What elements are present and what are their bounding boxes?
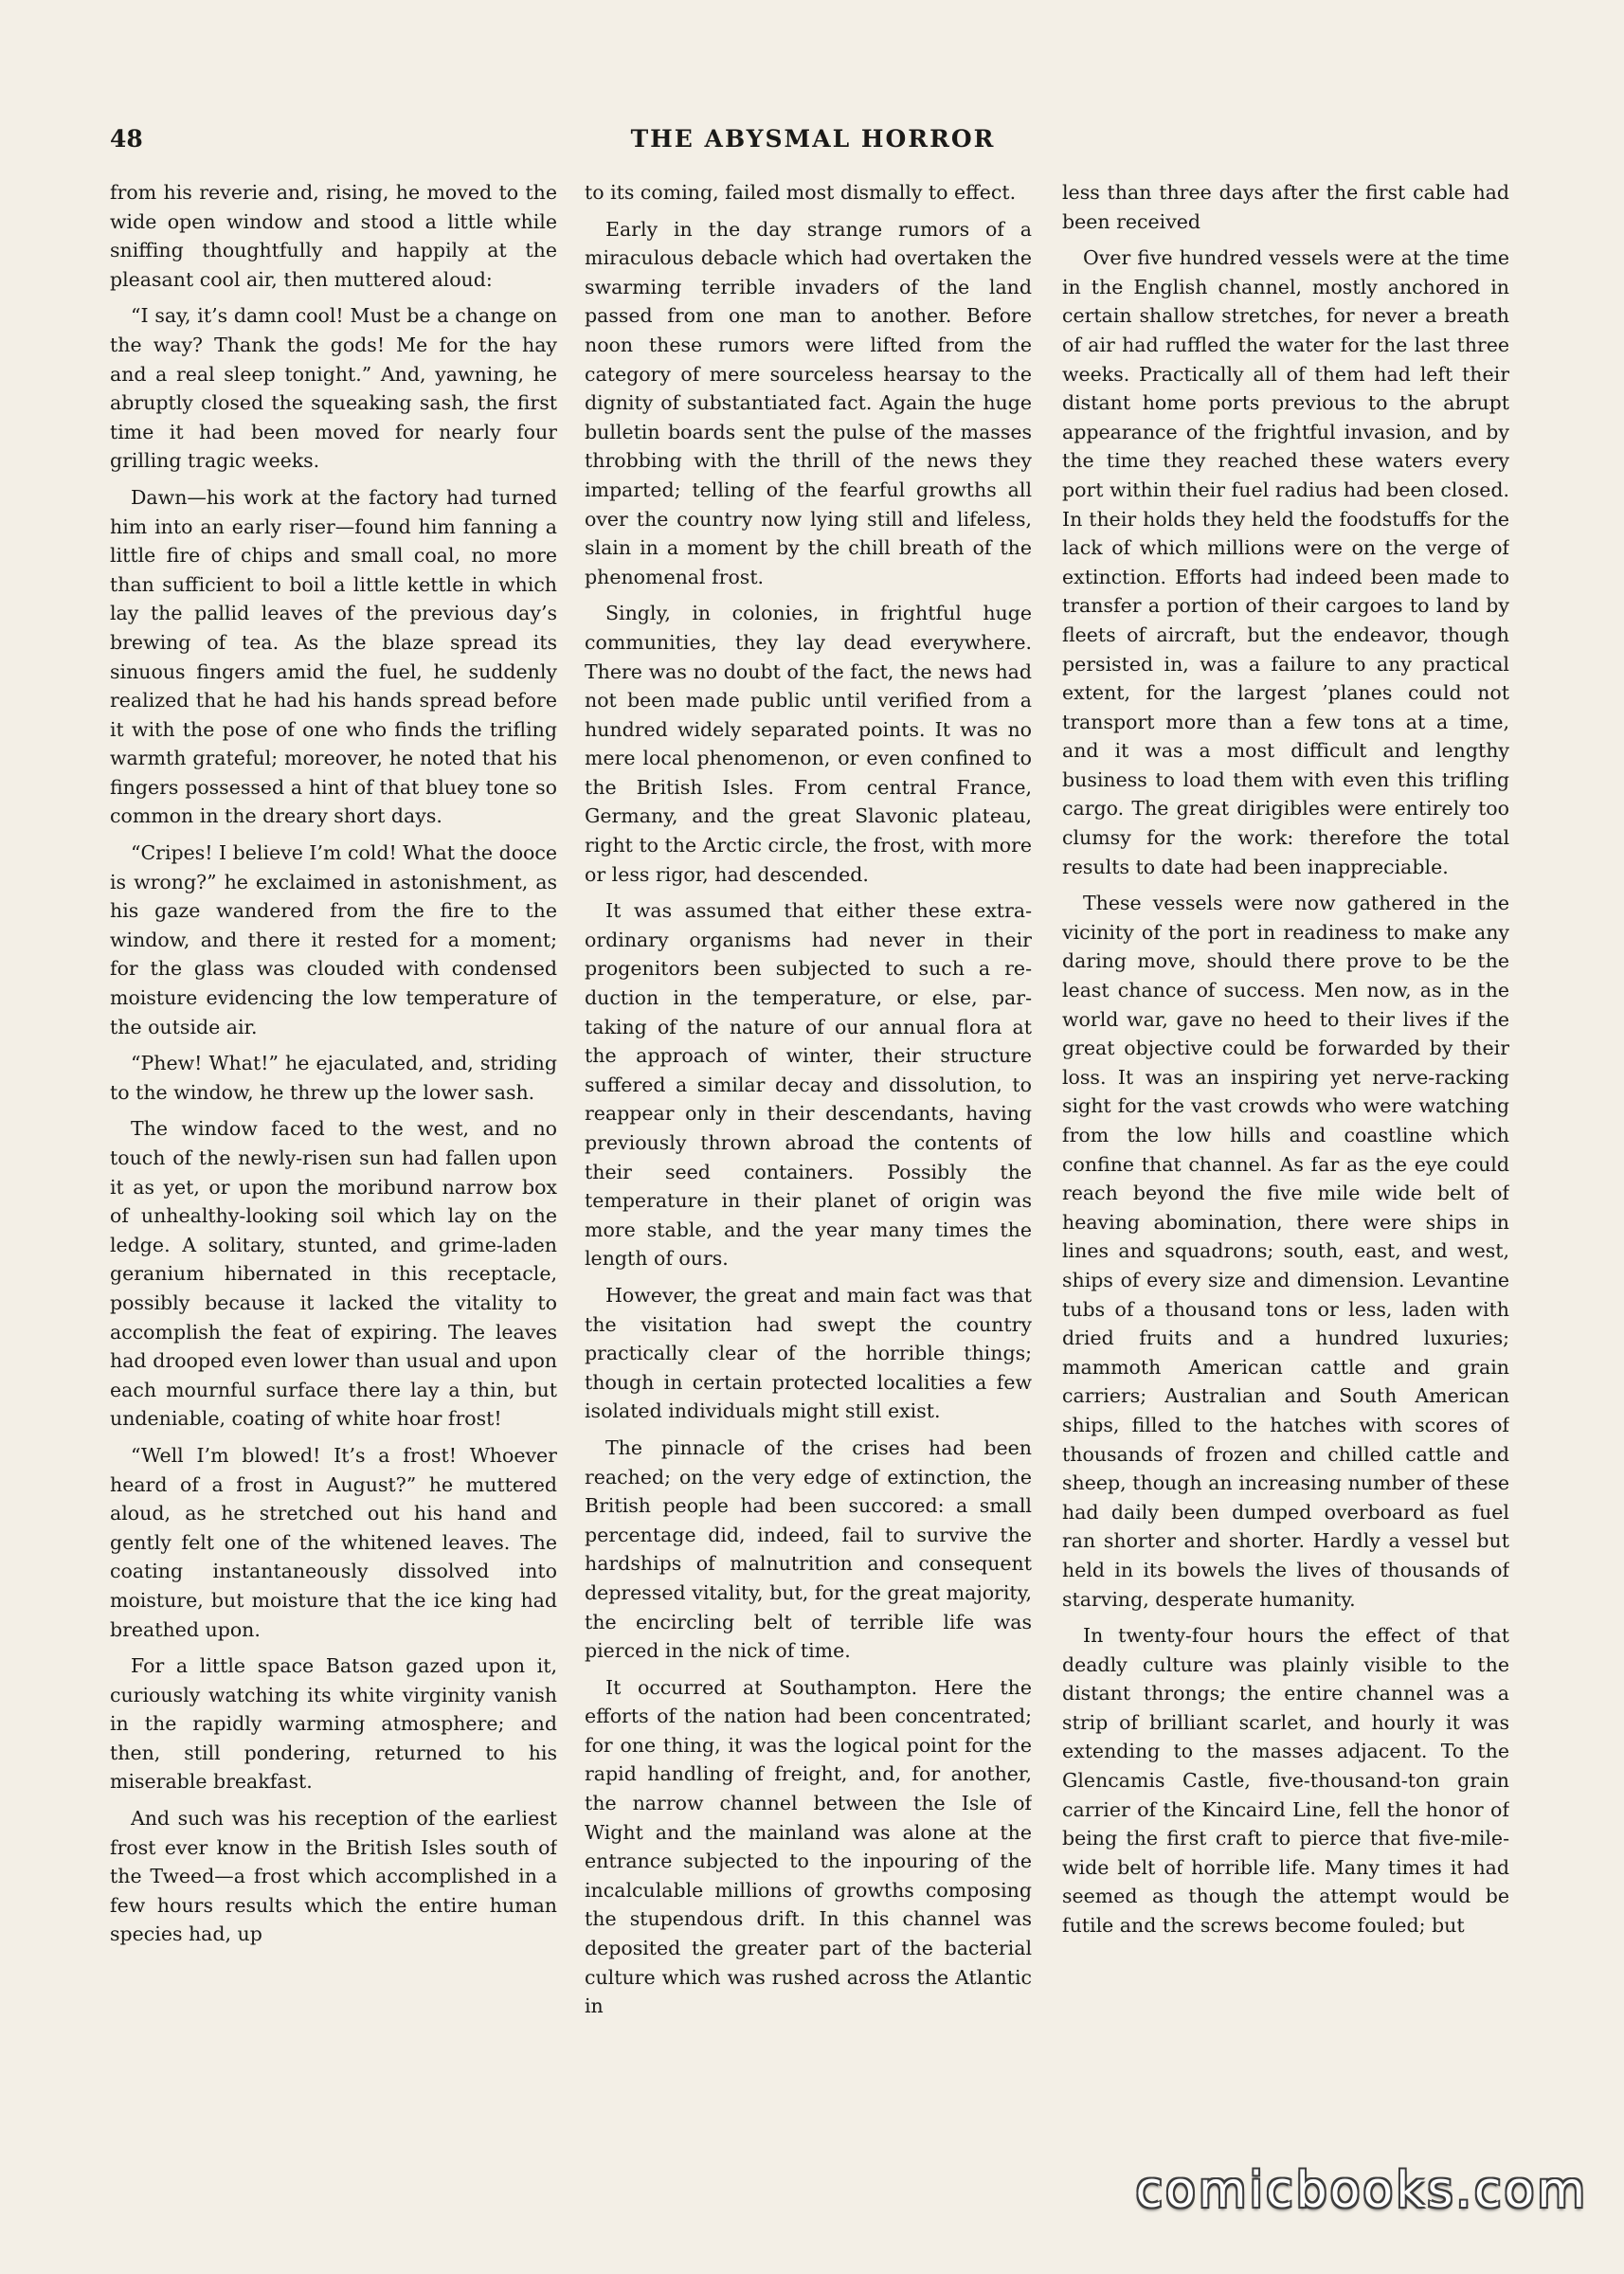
column-2 (585, 178, 1032, 2149)
paragraph: to its coming, failed most dismally to effect. (585, 181, 1017, 204)
column-3 (1062, 178, 1509, 2149)
page-number: 48 (110, 125, 143, 153)
paragraph: However, the great and main fact was that the visitation had swept the country practically clear of the horrible things; though in certain protected localities a few isolated individuals might still exist. (585, 1283, 1032, 1423)
paragraph: Over five hundred vessels were at the time in the English channel, mostly anchored in certain shallow stretches, for never a breath of air had ruffled the water for the last three weeks. Practically all of them had left their distant home ports previous to the abrupt appearance of the frightful invasion, and by the time they reached these waters every port within their fuel radius had been closed. In their holds they held the foodstuffs for the lack of which millions were on the verge of extinction. Efforts had indeed been made to transfer a portion of their cargoes to land by fleets of aircraft, but the endeavor, though persisted in, was a failure to any practical extent, for the largest ’planes could not transport more than a few tons at a time, and it was a most difficult and lengthy business to load them with even this trifling cargo. The great dirigibles were entirely too clumsy for the work: therefore the total results to date had been inappreciable. (1062, 246, 1509, 878)
watermark: comicbooks.com (1135, 2162, 1588, 2219)
paragraph: And such was his reception of the earliest frost ever know in the British Isles south of the Tweed—a frost which accomplished in a few hours results which the entire human species had, up (110, 1807, 557, 1946)
paragraph: It occurred at Southampton. Here the efforts of the nation had been concentrated; for one thing, it was the logical point for the rapid handling of freight, and, for another, the narrow channel between the Isle of Wight and the mainland was alone at the entrance subjected to the inpouring of the incalculable millions of growths composing the stupendous drift. In this channel was deposited the greater part of the bacterial culture which was rushed across the Atlantic in (585, 1675, 1032, 2018)
paragraph: from his reverie and, rising, he moved to the wide open window and stood a little while sniffing thoughtfully and happily at the pleasant cool air, then muttered aloud: (110, 181, 557, 291)
paragraph: The window faced to the west, and no touch of the newly-risen sun had fallen upon it as yet, or upon the moribund narrow box of unhealthy-looking soil which lay on the ledge. A solitary, stunted, and grime-laden geranium hibernated in this receptacle, possibly because it lacked the vitality to accomplish the feat of expiring. The leaves had drooped even lower than usual and upon each mournful surface there lay a thin, but undeniable, coating of white hoar frost! (110, 1117, 557, 1431)
paragraph: These vessels were now gathered in the vicinity of the port in readiness to make any daring move, should there prove to be the least chance of success. Men now, as in the world war, gave no heed to their lives if the great objective could be forwarded by their loss. It was an inspiring yet nerve-racking sight for the vast crowds who were watching from the low hills and coastline which confine that channel. As far as the eye could reach beyond the five mile wide belt of heaving abomination, there were ships in lines and squadrons; south, east, and west, ships of every size and dimension. Levantine tubs of a thousand tons or less, laden with dried fruits and a hundred luxuries; mammoth American cattle and grain carriers; Australian and South American ships, filled to the hatches with scores of thousands of frozen and chilled cattle and sheep, though an increasing number of these had daily been dumped overboard as fuel ran shorter and shorter. Hardly a vessel but held in its bowels the lives of thousands of starving, desperate humanity. (1062, 892, 1509, 1611)
paragraph: “I say, it’s damn cool! Must be a change on the way? Thank the gods! Me for the hay and a real sleep tonight.” And, yawning, he abruptly closed the squeaking sash, the first time it had been moved for nearly four grilling tragic weeks. (110, 304, 557, 473)
running-head: THE ABYSMAL HORROR (630, 125, 996, 153)
paragraph: In twenty-four hours the effect of that deadly culture was plainly visible to the distant throngs; the entire channel was a strip of brilliant scarlet, and hourly it was extending to the masses adjacent. To the Glencamis Castle, five-thousand-ton grain carrier of the Kincaird Line, fell the honor of being the first craft to pierce that five-mile-wide belt of horrible life. Many times it had seemed as though the attempt would be futile and the screws become fouled; but (1062, 1624, 1509, 1938)
paragraph: “Phew! What!” he ejaculated, and, striding to the window, he threw up the lower sash. (110, 1052, 557, 1104)
paragraph: For a little space Batson gazed upon it, curiously watching its white virginity vanish in the rapidly warming atmosphere; and then, still pondering, returned to his miserable breakfast. (110, 1654, 557, 1794)
paragraph: Early in the day strange rumors of a miraculous debacle which had overtaken the swarming terrible invaders of the land passed from one man to another. Before noon these rumors were lifted from the category of mere sourceless hearsay to the dignity of substantiated fact. Again the huge bulletin boards sent the pulse of the masses throbbing with the thrill of the news they imparted; telling of the fearful growths all over the country now lying still and lifeless, slain in a moment by the chill breath of the phenomenal frost. (585, 217, 1032, 588)
paragraph: “Cripes! I believe I’m cold! What the dooce is wrong?” he exclaimed in astonishment, as his gaze wandered from the fire to the window, and there it rested for a moment; for the glass was clouded with condensed moisture evidencing the low temperature of the outside air. (110, 841, 557, 1038)
paragraph: Dawn—his work at the factory had turned him into an early riser—found him fanning a little fire of chips and small coal, no more than sufficient to boil a little kettle in which lay the pallid leaves of the previous day’s brewing of tea. As the blaze spread its sinuous fingers amid the fuel, he suddenly realized that he had his hands spread before it with the pose of one who finds the trifling warmth grateful; moreover, he noted that his fingers possessed a hint of that bluey tone so common in the dreary short days. (110, 485, 557, 828)
paragraph: Singly, in colonies, in frightful huge communities, they lay dead everywhere. There was no doubt of the fact, the news had not been made public until verified from a hundred widely separated points. It was no mere local phenomenon, or even confined to the British Isles. From central France, Germany, and the great Slavonic plateau, right to the Arctic circle, the frost, with more or less rigor, had descended. (585, 602, 1032, 886)
page-header (110, 125, 1516, 157)
paragraph: “Well I’m blowed! It’s a frost! Whoever heard of a frost in August?” he muttered aloud, as he stretched out his hand and gently felt one of the whitened leaves. The coating instantaneously dissolved into moisture, but moisture that the ice king had breathed upon. (110, 1443, 557, 1641)
column-1 (110, 178, 557, 2149)
paragraph: It was assumed that either these extraordinary organisms had never in their progenitors been subjected to such a reduction in the temperature, or else, partaking of the nature of our annual flora at the approach of winter, their structure suffered a similar decay and dissolution, to reappear only in their descendants, having previously thrown abroad the contents of their seed containers. Possibly the temperature in their planet of origin was more stable, and the year many times the length of ours. (585, 899, 1032, 1271)
paragraph: The pinnacle of the crises had been reached; on the very edge of extinction, the British people had been succored: a small percentage did, indeed, fail to survive the hardships of malnutrition and consequent depressed vitality, but, for the great majority, the encircling belt of terrible life was pierced in the nick of time. (585, 1435, 1032, 1663)
text-columns (110, 178, 1516, 2149)
paragraph: less than three days after the first cable had been received (1062, 181, 1509, 233)
